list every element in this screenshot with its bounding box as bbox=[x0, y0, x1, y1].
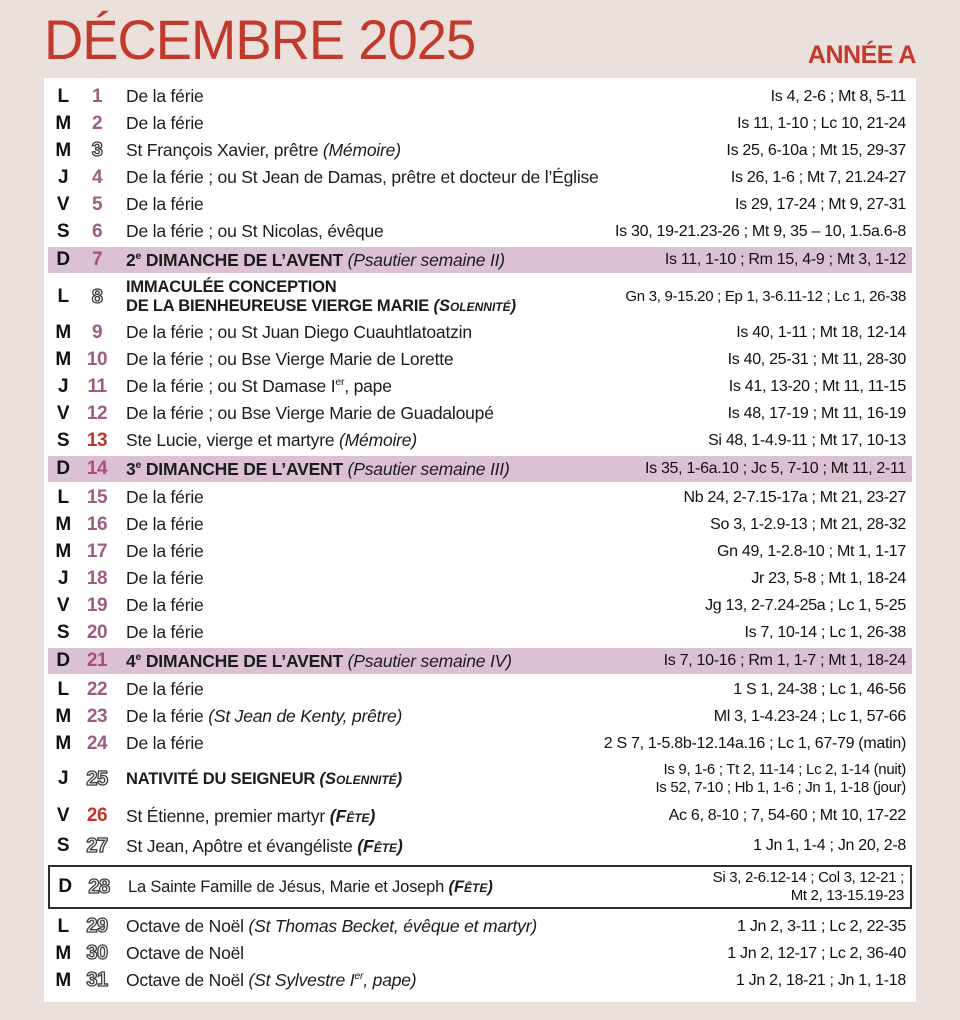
readings: Is 29, 17-24 ; Mt 9, 27-31 bbox=[735, 195, 906, 213]
celebration-label: Octave de Noël bbox=[126, 943, 244, 964]
calendar-row-5 bbox=[48, 191, 912, 218]
celebration-label: Ste Lucie, vierge et martyre (Mémoire) bbox=[126, 430, 417, 451]
day-letter: M bbox=[55, 321, 71, 343]
calendar-row-30 bbox=[48, 940, 912, 967]
day-letter: S bbox=[56, 621, 70, 643]
celebration-label: De la férie ; ou St Nicolas, évêque bbox=[126, 221, 384, 242]
celebration-label: De la férie bbox=[126, 733, 204, 754]
day-letter: M bbox=[55, 540, 71, 562]
celebration-label: St François Xavier, prêtre (Mémoire) bbox=[126, 140, 401, 161]
celebration-label: De la férie (St Jean de Kenty, prêtre) bbox=[126, 706, 403, 727]
calendar-panel bbox=[44, 78, 916, 1002]
calendar-row-27 bbox=[48, 831, 912, 861]
readings: Jr 23, 5-8 ; Mt 1, 18-24 bbox=[751, 569, 906, 587]
day-number: 6 bbox=[91, 220, 103, 242]
calendar-row-25 bbox=[48, 757, 912, 801]
readings: 2 S 7, 1-5.8b-12.14a.16 ; Lc 1, 67-79 (matin) bbox=[603, 734, 906, 752]
day-number: 13 bbox=[86, 429, 108, 451]
calendar-row-20 bbox=[48, 619, 912, 646]
day-letter: V bbox=[56, 402, 70, 424]
day-letter: J bbox=[57, 567, 69, 589]
readings: Ac 6, 8-10 ; 7, 54-60 ; Mt 10, 17-22 bbox=[668, 807, 906, 825]
readings: Jg 13, 2-7.24-25a ; Lc 1, 5-25 bbox=[705, 596, 906, 614]
day-number: 28 bbox=[88, 875, 110, 898]
day-number: 12 bbox=[86, 402, 108, 424]
calendar-row-3 bbox=[48, 137, 912, 164]
celebration-label: St Jean, Apôtre et évangéliste (Fête) bbox=[126, 835, 403, 856]
day-number: 30 bbox=[86, 942, 108, 964]
page-title: DÉCEMBRE 2025 bbox=[44, 8, 476, 71]
day-number: 19 bbox=[86, 594, 108, 616]
readings: Is 40, 25-31 ; Mt 11, 28-30 bbox=[727, 350, 906, 368]
day-number: 26 bbox=[86, 805, 108, 826]
day-number: 1 bbox=[91, 85, 103, 107]
readings: Gn 3, 9-15.20 ; Ep 1, 3-6.11-12 ; Lc 1, 26-38 bbox=[625, 288, 906, 305]
calendar-row-23 bbox=[48, 703, 912, 730]
day-number: 15 bbox=[86, 486, 108, 508]
readings: Gn 49, 1-2.8-10 ; Mt 1, 1-17 bbox=[716, 542, 906, 560]
readings: Is 9, 1-6 ; Tt 2, 11-14 ; Lc 2, 1-14 (nuit) Is 52, 7-10 ; Hb 1, 1-6 ; Jn 1, 1-18 (jour) bbox=[655, 761, 906, 796]
day-number: 23 bbox=[86, 705, 108, 727]
readings: Is 7, 10-16 ; Rm 1, 1-7 ; Mt 1, 18-24 bbox=[663, 652, 906, 670]
day-number: 20 bbox=[86, 621, 108, 643]
readings: Is 7, 10-14 ; Lc 1, 26-38 bbox=[744, 623, 906, 641]
celebration-label: 4e DIMANCHE DE L’AVENT (Psautier semaine IV) bbox=[126, 650, 512, 671]
calendar-row-26 bbox=[48, 801, 912, 831]
day-letter: V bbox=[56, 193, 70, 215]
day-letter: D bbox=[56, 458, 70, 479]
calendar-row-19 bbox=[48, 592, 912, 619]
celebration-label: De la férie ; ou Bse Vierge Marie de Guadaloupé bbox=[126, 403, 494, 424]
readings: Is 11, 1-10 ; Lc 10, 21-24 bbox=[737, 114, 906, 132]
readings: Is 26, 1-6 ; Mt 7, 21.24-27 bbox=[730, 168, 906, 186]
celebration-label: Octave de Noël (St Sylvestre Ier, pape) bbox=[126, 970, 417, 991]
day-letter: S bbox=[56, 835, 70, 856]
calendar-row-7 bbox=[48, 247, 912, 273]
day-number: 22 bbox=[86, 678, 108, 700]
celebration-label: De la férie ; ou St Juan Diego Cuauhtlatoatzin bbox=[126, 322, 472, 343]
page-header bbox=[0, 0, 960, 72]
day-letter: M bbox=[55, 732, 71, 754]
calendar-row-14 bbox=[48, 456, 912, 482]
day-number: 27 bbox=[86, 834, 108, 857]
readings: Is 40, 1-11 ; Mt 18, 12-14 bbox=[736, 323, 906, 341]
calendar-row-4 bbox=[48, 164, 912, 191]
readings: Is 48, 17-19 ; Mt 11, 16-19 bbox=[727, 404, 906, 422]
day-letter: S bbox=[56, 429, 70, 451]
day-letter: M bbox=[55, 139, 71, 161]
day-number: 24 bbox=[86, 732, 108, 754]
readings: Is 4, 2-6 ; Mt 8, 5-11 bbox=[770, 87, 906, 105]
calendar-row-2 bbox=[48, 110, 912, 137]
celebration-label: 2e DIMANCHE DE L’AVENT (Psautier semaine II) bbox=[126, 249, 505, 270]
day-number: 5 bbox=[91, 193, 103, 215]
readings: Is 30, 19-21.23-26 ; Mt 9, 35 – 10, 1.5a.6-8 bbox=[615, 222, 906, 240]
calendar-row-31 bbox=[48, 967, 912, 994]
readings: 1 Jn 2, 18-21 ; Jn 1, 1-18 bbox=[735, 971, 906, 989]
day-number: 2 bbox=[91, 112, 103, 134]
celebration-label: De la férie bbox=[126, 595, 204, 616]
day-letter: V bbox=[56, 805, 70, 826]
celebration-label: St Étienne, premier martyr (Fête) bbox=[126, 805, 376, 826]
calendar-row-1 bbox=[48, 83, 912, 110]
day-letter: J bbox=[57, 768, 69, 789]
calendar-row-18 bbox=[48, 565, 912, 592]
celebration-label: De la férie bbox=[126, 113, 204, 134]
day-letter: L bbox=[57, 286, 69, 307]
calendar-row-9 bbox=[48, 319, 912, 346]
readings: So 3, 1-2.9-13 ; Mt 21, 28-32 bbox=[710, 515, 906, 533]
readings: Nb 24, 2-7.15-17a ; Mt 21, 23-27 bbox=[683, 488, 906, 506]
day-letter: L bbox=[57, 678, 69, 700]
calendar-row-6 bbox=[48, 218, 912, 245]
day-number: 21 bbox=[86, 650, 108, 671]
calendar-row-16 bbox=[48, 511, 912, 538]
celebration-label: De la férie ; ou Bse Vierge Marie de Lorette bbox=[126, 349, 454, 370]
day-letter: D bbox=[58, 876, 72, 897]
readings: 1 S 1, 24-38 ; Lc 1, 46-56 bbox=[733, 680, 906, 698]
calendar-row-12 bbox=[48, 400, 912, 427]
celebration-label: De la férie bbox=[126, 541, 204, 562]
day-letter: M bbox=[55, 942, 71, 964]
day-letter: J bbox=[57, 375, 69, 397]
readings: Is 41, 13-20 ; Mt 11, 11-15 bbox=[728, 377, 906, 395]
readings: Si 48, 1-4.9-11 ; Mt 17, 10-13 bbox=[708, 431, 906, 449]
celebration-label: De la férie bbox=[126, 568, 204, 589]
celebration-label: De la férie bbox=[126, 514, 204, 535]
celebration-label: IMMACULÉE CONCEPTION DE LA BIENHEUREUSE VIERGE MARIE (Solennité) bbox=[126, 278, 517, 315]
year-badge: ANNÉE A bbox=[807, 41, 916, 69]
day-letter: M bbox=[55, 112, 71, 134]
day-letter: D bbox=[56, 249, 70, 270]
calendar-row-21 bbox=[48, 648, 912, 674]
celebration-label: La Sainte Famille de Jésus, Marie et Joseph (Fête) bbox=[128, 877, 493, 896]
calendar-row-28 bbox=[48, 865, 912, 909]
day-letter: L bbox=[57, 85, 69, 107]
calendar-row-22 bbox=[48, 676, 912, 703]
day-letter: L bbox=[57, 915, 69, 937]
day-number: 9 bbox=[91, 321, 103, 343]
readings: Is 11, 1-10 ; Rm 15, 4-9 ; Mt 3, 1-12 bbox=[664, 251, 906, 269]
readings: Si 3, 2-6.12-14 ; Col 3, 12-21 ; Mt 2, 13-15.19-23 bbox=[712, 869, 904, 904]
day-letter: D bbox=[56, 650, 70, 671]
day-number: 25 bbox=[86, 767, 108, 790]
day-letter: M bbox=[55, 969, 71, 991]
day-letter: M bbox=[55, 705, 71, 727]
day-letter: S bbox=[56, 220, 70, 242]
day-number: 3 bbox=[91, 139, 103, 161]
celebration-label: De la férie ; ou St Damase Ier, pape bbox=[126, 376, 392, 397]
celebration-label: De la férie bbox=[126, 622, 204, 643]
day-number: 16 bbox=[86, 513, 108, 535]
readings: 1 Jn 2, 3-11 ; Lc 2, 22-35 bbox=[737, 917, 906, 935]
day-number: 7 bbox=[91, 249, 103, 270]
readings: Is 35, 1-6a.10 ; Jc 5, 7-10 ; Mt 11, 2-11 bbox=[644, 460, 906, 478]
readings: 1 Jn 1, 1-4 ; Jn 20, 2-8 bbox=[753, 837, 906, 855]
day-number: 10 bbox=[86, 348, 108, 370]
calendar-row-15 bbox=[48, 484, 912, 511]
readings: Ml 3, 1-4.23-24 ; Lc 1, 57-66 bbox=[713, 707, 906, 725]
celebration-label: De la férie bbox=[126, 86, 204, 107]
day-number: 29 bbox=[86, 915, 108, 937]
celebration-label: De la férie ; ou St Jean de Damas, prêtre et docteur de l’Église bbox=[126, 167, 599, 188]
celebration-label: Octave de Noël (St Thomas Becket, évêque et martyr) bbox=[126, 916, 537, 937]
readings: 1 Jn 2, 12-17 ; Lc 2, 36-40 bbox=[727, 944, 906, 962]
day-number: 11 bbox=[87, 375, 107, 397]
celebration-label: De la férie bbox=[126, 487, 204, 508]
celebration-label: De la férie bbox=[126, 679, 204, 700]
calendar-row-11 bbox=[48, 373, 912, 400]
calendar-row-10 bbox=[48, 346, 912, 373]
day-number: 17 bbox=[86, 540, 108, 562]
calendar-row-24 bbox=[48, 730, 912, 757]
readings: Is 25, 6-10a ; Mt 15, 29-37 bbox=[726, 141, 906, 159]
day-letter: V bbox=[56, 594, 70, 616]
calendar-row-29 bbox=[48, 913, 912, 940]
day-letter: M bbox=[55, 348, 71, 370]
day-number: 18 bbox=[86, 567, 108, 589]
celebration-label: 3e DIMANCHE DE L’AVENT (Psautier semaine III) bbox=[126, 458, 510, 479]
celebration-label: De la férie bbox=[126, 194, 204, 215]
calendar-row-8 bbox=[48, 275, 912, 319]
day-number: 4 bbox=[91, 166, 103, 188]
calendar-row-17 bbox=[48, 538, 912, 565]
calendar-row-13 bbox=[48, 427, 912, 454]
celebration-label: NATIVITÉ DU SEIGNEUR (Solennité) bbox=[126, 769, 403, 788]
day-number: 31 bbox=[86, 969, 108, 991]
day-letter: J bbox=[57, 166, 69, 188]
day-number: 14 bbox=[86, 458, 108, 479]
day-number: 8 bbox=[91, 285, 103, 308]
day-letter: L bbox=[57, 486, 69, 508]
day-letter: M bbox=[55, 513, 71, 535]
